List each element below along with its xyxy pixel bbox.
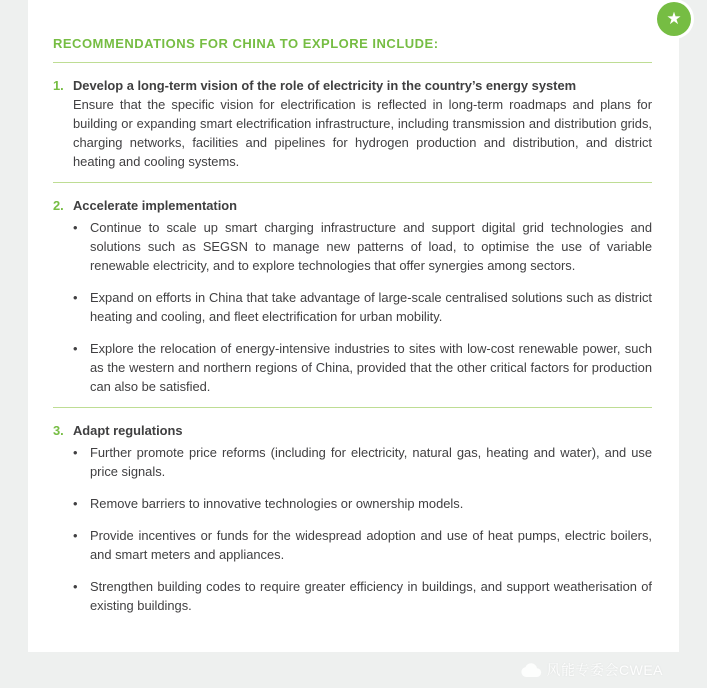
bullet-text: Strengthen building codes to require greater efficiency in buildings, and support weatherisation of existing buildings. (90, 579, 652, 613)
list-item (73, 577, 652, 615)
bullet-text: Provide incentives or funds for the widespread adoption and use of heat pumps, electric boilers, and smart meters and appliances. (90, 528, 652, 562)
recommendation-section-3 (53, 421, 652, 615)
bullet-text: Expand on efforts in China that take advantage of large-scale centralised solutions such as district heating and cooling, and fleet electrification for urban mobility. (90, 290, 652, 324)
separator-line (53, 182, 652, 183)
cwea-cloud-logo-icon (520, 663, 542, 678)
bullet-list (73, 443, 652, 615)
bullet-icon: • (73, 496, 78, 511)
footer (0, 652, 707, 688)
bullet-icon: • (73, 528, 78, 543)
bullet-text: Continue to scale up smart charging infrastructure and support digital grid technologies and solutions such as SEGSN to manage new patterns of load, to optimise the use of variable renewable electricity, and to explore technologies that offer synergies among sectors. (90, 220, 652, 273)
bullet-list (73, 218, 652, 396)
star-icon: ★ (666, 8, 682, 28)
list-item (73, 443, 652, 481)
bullet-icon: • (73, 579, 78, 594)
section-content (73, 76, 652, 171)
bullet-icon: • (73, 445, 78, 460)
section-content (73, 421, 652, 615)
watermark-text: 风能专委会CWEA (546, 662, 663, 678)
section-content (73, 196, 652, 396)
section-heading: Accelerate implementation (73, 198, 238, 213)
list-item (73, 494, 652, 513)
section-heading: Adapt regulations (73, 423, 183, 438)
recommendation-section-1 (53, 76, 652, 171)
list-item (73, 218, 652, 275)
bullet-icon: • (73, 220, 78, 235)
separator-line (53, 62, 652, 63)
bullet-text: Remove barriers to innovative technologies or ownership models. (90, 496, 464, 511)
list-item (73, 526, 652, 564)
separator-line (53, 407, 652, 408)
section-number: 1. (53, 78, 64, 93)
list-item (73, 339, 652, 396)
section-number: 2. (53, 198, 64, 213)
recommendations-panel (28, 0, 682, 652)
section-heading: Develop a long-term vision of the role of electricity in the country’s energy system (73, 78, 577, 93)
bullet-text: Further promote price reforms (including for electricity, natural gas, heating and water), and use price signals. (90, 445, 652, 479)
bullet-icon: • (73, 290, 78, 305)
list-item (73, 288, 652, 326)
recommendation-section-2 (53, 196, 652, 396)
bullet-icon: • (73, 341, 78, 356)
bullet-text: Explore the relocation of energy-intensive industries to sites with low-cost renewable power, such as the western and northern regions of China, provided that the other critical factors for production can also be satisfied. (90, 341, 652, 394)
section-body: Ensure that the specific vision for electrification is reflected in long-term roadmaps and plans for building or expanding smart electrification infrastructure, including transmission and distribution grids, charging networks, facilities and pipelines for hydrogen production and distribution, and district heating and cooling systems. (73, 97, 652, 169)
star-badge (657, 2, 691, 36)
panel-title: RECOMMENDATIONS FOR CHINA TO EXPLORE INCLUDE: (53, 36, 439, 51)
section-number: 3. (53, 423, 64, 438)
